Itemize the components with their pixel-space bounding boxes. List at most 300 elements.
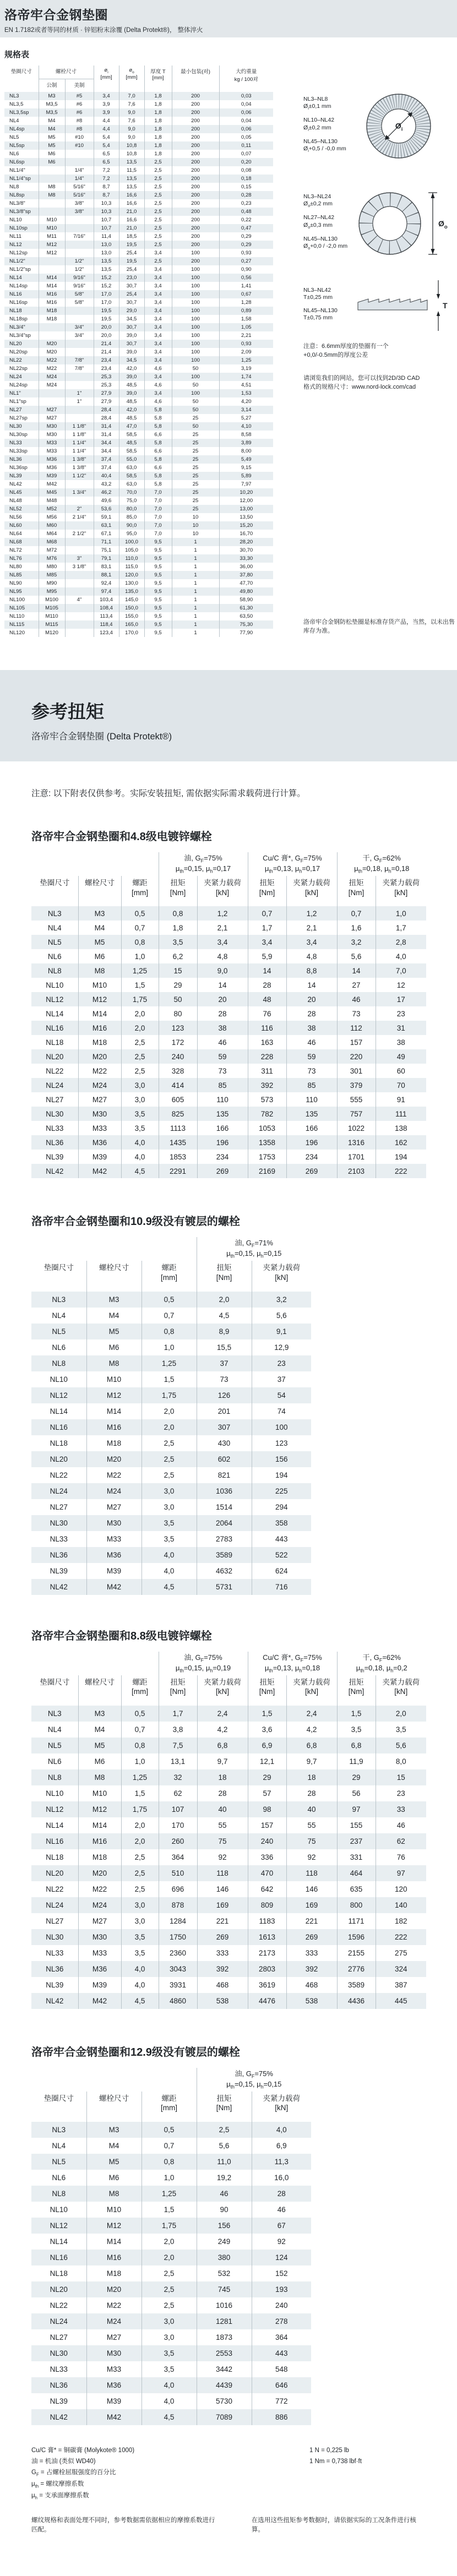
- table-cell: 110,0: [119, 554, 144, 563]
- table-row: [31, 1945, 426, 1961]
- table-cell: NL24: [50, 1486, 68, 1495]
- torque-table-12-9: [31, 2068, 311, 2425]
- table-cell: 1: [172, 587, 219, 596]
- table-cell: 269: [197, 1164, 248, 1178]
- table-cell: 379: [337, 1078, 376, 1092]
- table-cell: 782: [248, 1107, 286, 1121]
- table-cell: 5,8: [144, 406, 172, 414]
- col-header-torque: 扭矩 [Nm]: [197, 2092, 252, 2122]
- table-cell: 63,50: [219, 612, 273, 620]
- col-header-torque: 扭矩 [Nm]: [248, 1675, 286, 1706]
- col-header-torque: 扭矩 [Nm]: [197, 1261, 252, 1291]
- table-cell: 333: [197, 1945, 248, 1961]
- col-header-pitch: 螺距 [mm]: [121, 1675, 159, 1706]
- table-row: [4, 422, 273, 431]
- table-cell: 1,25: [142, 1355, 197, 1371]
- table-cell: M16: [78, 1833, 121, 1849]
- table-cell: 1: [172, 596, 219, 604]
- table-row: [31, 1078, 426, 1092]
- table-row: [4, 208, 273, 216]
- table-cell: NL10: [50, 1375, 68, 1384]
- table-cell: 1 1/8": [65, 422, 94, 431]
- table-cell: 2,0: [142, 2234, 197, 2250]
- table-cell: 2,8: [376, 935, 426, 949]
- table-cell: 25: [172, 472, 219, 480]
- table-row: [31, 1929, 426, 1945]
- table-cell: 8,7: [94, 191, 119, 199]
- table-row: [31, 2313, 311, 2329]
- table-cell: 4,6: [144, 381, 172, 389]
- table-cell: NL5: [9, 134, 19, 140]
- table-cell: M24: [39, 373, 65, 381]
- table-cell: 2 1/4": [65, 513, 94, 521]
- thickness-diagram: [303, 279, 455, 335]
- table-cell: 249: [197, 2234, 252, 2250]
- table-cell: 124: [252, 2250, 311, 2265]
- table-cell: 9,15: [219, 464, 273, 472]
- table-cell: M24: [39, 381, 65, 389]
- table-cell: 392: [286, 1961, 337, 1977]
- table-cell: NL6sp: [9, 159, 25, 165]
- table-cell: 11,9: [337, 1753, 376, 1769]
- table-cell: 3": [65, 554, 94, 563]
- table-cell: NL85: [9, 572, 22, 578]
- table-cell: 73: [197, 1064, 248, 1078]
- table-cell: 56: [337, 1785, 376, 1801]
- table-cell: 3931: [159, 1977, 197, 1993]
- table-cell: [65, 521, 94, 530]
- serrated-washer-icon: [356, 83, 444, 172]
- table-cell: 3,0: [142, 2329, 197, 2345]
- table-cell: 7,0: [144, 505, 172, 513]
- table-cell: NL18: [9, 308, 22, 314]
- table-cell: 0,7: [248, 906, 286, 921]
- table-cell: 18,5: [119, 232, 144, 241]
- table-row: [4, 439, 273, 447]
- table-cell: 0,7: [121, 1722, 159, 1738]
- table-cell: 4,0: [121, 1977, 159, 1993]
- legend-item: $\mu_h$ = 支承面摩擦系数: [31, 2492, 89, 2501]
- table-cell: 237: [337, 1833, 376, 1849]
- table-cell: 1 1/4": [65, 439, 94, 447]
- table-cell: NL3: [9, 93, 19, 99]
- table-cell: 16,6: [119, 199, 144, 208]
- table-row: [31, 1865, 426, 1881]
- thickness-tolerance-note: 注意：6.6mm厚度的垫圈有一个 +0,0/-0.5mm的厚度公差: [303, 343, 389, 358]
- table-cell: 1053: [248, 1121, 286, 1135]
- torque-table-4-8: [31, 852, 426, 1178]
- table-cell: M90: [39, 579, 65, 587]
- table-cell: 333: [286, 1945, 337, 1961]
- table-cell: 48: [248, 992, 286, 1006]
- table-row: [4, 604, 273, 612]
- table-cell: M20: [39, 348, 65, 356]
- table-cell: M18: [78, 1849, 121, 1865]
- table-row: [4, 464, 273, 472]
- table-cell: [65, 546, 94, 554]
- table-cell: NL10: [46, 1789, 64, 1798]
- table-cell: 155: [337, 1817, 376, 1833]
- table-cell: NL36: [46, 1138, 64, 1147]
- table-cell: M8: [39, 191, 65, 199]
- table-cell: 201: [197, 1403, 252, 1419]
- table-cell: 1 3/8": [65, 464, 94, 472]
- table-cell: 4,5: [121, 1993, 159, 2009]
- table-cell: M39: [78, 1977, 121, 1993]
- table-cell: M4: [39, 125, 65, 133]
- torque-table-3-title: 洛帝牢合金钢垫圈和8.8级电镀锌螺栓: [31, 1630, 212, 1642]
- table-cell: 20: [286, 992, 337, 1006]
- table-cell: 9,5: [144, 629, 172, 637]
- table-cell: 1113: [159, 1121, 197, 1135]
- table-cell: NL20: [9, 341, 22, 347]
- table-cell: 25: [172, 505, 219, 513]
- lube-group-dry: 干, $G_F=62\%$ $\mu_{th}=0,18$, $\mu_h=0,2$: [337, 1652, 426, 1675]
- table-cell: 54: [252, 1387, 311, 1403]
- table-cell: 16,6: [119, 191, 144, 199]
- table-cell: 25,3: [94, 373, 119, 381]
- table-cell: 2,5: [144, 175, 172, 183]
- table-cell: 4,0: [142, 1563, 197, 1579]
- table-cell: M4: [86, 1308, 142, 1324]
- table-cell: NL24: [50, 2317, 68, 2326]
- table-cell: NL6: [52, 1343, 66, 1352]
- table-cell: 28: [248, 978, 286, 992]
- table-cell: NL3: [52, 2126, 66, 2134]
- table-cell: 5,27: [219, 414, 273, 422]
- table-cell: 2103: [337, 1164, 376, 1178]
- table-cell: 13,5: [119, 183, 144, 191]
- table-cell: 1: [172, 612, 219, 620]
- table-cell: 38: [197, 1021, 248, 1035]
- table-cell: 100: [172, 373, 219, 381]
- table-cell: 0,67: [219, 290, 273, 298]
- table-cell: 172: [159, 1035, 197, 1049]
- table-cell: NL14: [46, 1821, 64, 1829]
- table-cell: 0,93: [219, 249, 273, 257]
- table-cell: 1,8: [144, 100, 172, 108]
- table-row: [4, 150, 273, 158]
- table-cell: NL4: [52, 1311, 66, 1320]
- table-cell: NL33: [50, 1534, 68, 1543]
- table-cell: NL39: [46, 1152, 64, 1161]
- table-cell: M27: [78, 1092, 121, 1107]
- table-cell: 0,7: [121, 921, 159, 935]
- table-cell: 7,0: [144, 530, 172, 538]
- table-cell: 6,8: [197, 1738, 248, 1753]
- table-cell: NL22: [46, 1885, 64, 1893]
- spec-table: [4, 66, 273, 637]
- table-cell: 532: [197, 2265, 252, 2281]
- table-cell: 1/2": [65, 265, 94, 274]
- table-cell: 0,8: [142, 1324, 197, 1339]
- table-cell: 116: [248, 1021, 286, 1035]
- table-cell: 28,4: [94, 414, 119, 422]
- inner-diameter-tolerances: [303, 96, 356, 159]
- table-cell: M6: [86, 2170, 142, 2186]
- table-cell: 34,4: [94, 447, 119, 455]
- table-row: [31, 1706, 426, 1722]
- table-cell: M16: [39, 298, 65, 307]
- table-row: [31, 2377, 311, 2393]
- table-cell: NL11: [9, 233, 22, 239]
- table-row: [31, 1833, 426, 1849]
- table-cell: 200: [172, 133, 219, 141]
- table-cell: M10: [39, 224, 65, 232]
- table-cell: [65, 414, 94, 422]
- table-cell: 23: [376, 1785, 426, 1801]
- table-cell: 6,8: [286, 1738, 337, 1753]
- table-cell: M12: [78, 1801, 121, 1817]
- table-cell: 200: [172, 224, 219, 232]
- table-row: [4, 381, 273, 389]
- table-cell: NL68: [9, 539, 22, 545]
- table-row: [31, 978, 426, 992]
- table-cell: M12: [86, 2218, 142, 2234]
- table-cell: 118: [286, 1865, 337, 1881]
- table-cell: NL24: [46, 1081, 64, 1090]
- table-cell: M20: [86, 2281, 142, 2297]
- table-cell: NL30: [46, 1109, 64, 1118]
- table-cell: 47,0: [119, 422, 144, 431]
- inner-diameter-diagram: [303, 83, 455, 172]
- table-cell: 80,0: [119, 505, 144, 513]
- table-cell: 6,2: [159, 949, 197, 963]
- table-cell: 2,09: [219, 348, 273, 356]
- table-cell: 0,28: [219, 191, 273, 199]
- table-cell: 63,0: [119, 480, 144, 488]
- table-cell: 200: [172, 232, 219, 241]
- table-cell: 11,4: [94, 232, 119, 241]
- lube-group-oil: 油, $G_F=71\%$ $\mu_{th}=0,15$, $\mu_h=0,15$: [197, 1237, 311, 1261]
- table-cell: 25,4: [119, 249, 144, 257]
- col-header-bolt-size: 螺栓尺寸: [86, 2092, 142, 2122]
- table-cell: 15: [376, 1769, 426, 1785]
- table-cell: M27: [86, 1499, 142, 1515]
- table-cell: 2 1/2": [65, 530, 94, 538]
- col-header-bolt-size: 螺栓尺寸: [39, 66, 94, 79]
- table-cell: 4,8: [197, 949, 248, 963]
- table-cell: M5: [78, 935, 121, 949]
- table-cell: M3: [86, 1292, 142, 1308]
- table-cell: 10,8: [119, 150, 144, 158]
- table-cell: 196: [286, 1135, 337, 1150]
- table-cell: NL27sp: [9, 415, 28, 421]
- table-cell: 2,1: [197, 921, 248, 935]
- table-cell: 4,8: [286, 949, 337, 963]
- table-cell: 1358: [248, 1135, 286, 1150]
- table-cell: 59: [197, 1049, 248, 1064]
- table-row: [31, 1292, 311, 1308]
- footer-note-right: 在选用这些扭矩参考数据时，请依据实际的工况条件进行核算。: [251, 2517, 416, 2534]
- table-cell: 886: [252, 2409, 311, 2425]
- table-cell: M20: [78, 1865, 121, 1881]
- table-cell: 120,0: [119, 571, 144, 579]
- table-cell: 3,4: [144, 348, 172, 356]
- table-cell: 12: [376, 978, 426, 992]
- table-cell: 53,6: [94, 505, 119, 513]
- table-cell: 2,0: [142, 2250, 197, 2265]
- table-cell: NL30: [50, 1518, 68, 1527]
- table-cell: 40,4: [94, 472, 119, 480]
- table-cell: 103,4: [94, 596, 119, 604]
- table-cell: 9,7: [286, 1753, 337, 1769]
- table-cell: 3619: [248, 1977, 286, 1993]
- table-cell: 9,7: [197, 1753, 248, 1769]
- table-cell: 200: [172, 183, 219, 191]
- thickness-label: T: [443, 301, 448, 310]
- table-cell: 0,7: [337, 906, 376, 921]
- table-cell: 0,22: [219, 216, 273, 224]
- table-cell: 9,5: [144, 596, 172, 604]
- table-cell: 5,8: [144, 439, 172, 447]
- table-cell: 166: [286, 1121, 337, 1135]
- table-cell: NL12sp: [9, 250, 28, 256]
- table-cell: 16,0: [252, 2170, 311, 2186]
- table-cell: M5: [86, 1324, 142, 1339]
- table-cell: 19,5: [94, 307, 119, 315]
- table-row: [31, 1092, 426, 1107]
- table-cell: 0,04: [219, 117, 273, 125]
- table-cell: 100: [172, 307, 219, 315]
- table-cell: 6,5: [94, 150, 119, 158]
- table-row: [31, 1722, 426, 1738]
- table-row: [31, 1483, 311, 1499]
- table-cell: NL16sp: [9, 299, 28, 306]
- lube-group-dry: 干, $G_F=62\%$ $\mu_{th}=0,18$, $\mu_h=0,18$: [337, 852, 426, 876]
- table-cell: NL16: [50, 1423, 68, 1431]
- table-cell: 646: [252, 2377, 311, 2393]
- table-cell: 3589: [197, 1547, 252, 1563]
- table-cell: 825: [159, 1107, 197, 1121]
- table-cell: 46: [197, 1035, 248, 1049]
- table-cell: NL10: [9, 217, 22, 223]
- table-cell: 4,20: [219, 397, 273, 406]
- table-cell: NL76: [9, 555, 22, 562]
- table-cell: 25,4: [119, 290, 144, 298]
- table-cell: 1,2: [286, 906, 337, 921]
- table-cell: 37,80: [219, 571, 273, 579]
- table-cell: M6: [78, 1753, 121, 1769]
- table-cell: M22: [39, 364, 65, 373]
- table-cell: M80: [39, 563, 65, 571]
- tolerance-value: $Ø_i\pm 0,2$ mm: [303, 124, 331, 132]
- table-cell: 1,7: [248, 921, 286, 935]
- table-cell: 1,28: [219, 298, 273, 307]
- table-cell: 46,2: [94, 488, 119, 497]
- table-cell: 4,0: [376, 949, 426, 963]
- table-cell: NL36: [9, 456, 22, 462]
- col-header-clamp-load: 夹紧力载荷 [kN]: [197, 876, 248, 906]
- table-cell: M60: [39, 521, 65, 530]
- table-row: [31, 2122, 311, 2138]
- table-cell: NL4sp: [9, 126, 25, 132]
- table-cell: M14: [86, 2234, 142, 2250]
- table-cell: 194: [376, 1150, 426, 1164]
- table-cell: 0,48: [219, 208, 273, 216]
- table-cell: 46: [252, 2202, 311, 2218]
- table-cell: M33: [78, 1121, 121, 1135]
- table-cell: 39,0: [119, 331, 144, 340]
- table-cell: 146: [197, 1881, 248, 1897]
- tolerance-range: NL45–NL130: [303, 138, 338, 145]
- table-cell: 5/8": [65, 298, 94, 307]
- table-cell: 0,03: [219, 92, 273, 100]
- table-cell: 100,0: [119, 538, 144, 546]
- table-cell: 0,05: [219, 133, 273, 141]
- table-row: [4, 563, 273, 571]
- table-cell: NL4: [9, 118, 19, 124]
- cad-note: 请浏览我们的网站，您可以找到2D/3D CAD 格式的规格尺寸：www.nord-lock.com/cad: [303, 374, 420, 390]
- table-cell: 18: [286, 1769, 337, 1785]
- table-row: [4, 340, 273, 348]
- table-cell: M4: [78, 1722, 121, 1738]
- table-cell: 32: [159, 1769, 197, 1785]
- table-row: [31, 1150, 426, 1164]
- washer-profile-icon: [356, 279, 452, 335]
- table-cell: 50: [172, 422, 219, 431]
- table-cell: [39, 175, 65, 183]
- table-cell: 0,18: [219, 175, 273, 183]
- table-cell: 8,7: [94, 183, 119, 191]
- table-row: [31, 2154, 311, 2170]
- table-row: [31, 1308, 311, 1324]
- table-cell: 2,5: [121, 1849, 159, 1865]
- table-row: [4, 274, 273, 282]
- table-cell: NL24sp: [9, 382, 28, 388]
- table-cell: 3,4: [144, 274, 172, 282]
- table-cell: 9,5: [144, 571, 172, 579]
- table-cell: 7/8": [65, 356, 94, 364]
- table-cell: 100: [172, 290, 219, 298]
- table-cell: 328: [159, 1064, 197, 1078]
- table-cell: 97,4: [94, 587, 119, 596]
- table-cell: 1,7: [376, 921, 426, 935]
- table-cell: 95,0: [119, 530, 144, 538]
- table-cell: 11,3: [252, 2154, 311, 2170]
- table-cell: 25,3: [94, 381, 119, 389]
- table-cell: NL27: [9, 407, 22, 413]
- table-row: [31, 1993, 426, 2009]
- table-cell: 113,4: [94, 612, 119, 620]
- table-cell: 8,58: [219, 431, 273, 439]
- table-cell: 1,25: [121, 963, 159, 978]
- table-cell: 0,15: [219, 183, 273, 191]
- table-cell: M115: [39, 620, 65, 629]
- table-cell: 10,7: [94, 224, 119, 232]
- table-cell: NL3,5: [9, 101, 24, 107]
- table-cell: 307: [197, 1419, 252, 1435]
- table-cell: M27: [78, 1913, 121, 1929]
- table-cell: #6: [65, 100, 94, 108]
- table-cell: 380: [197, 2250, 252, 2265]
- table-cell: 1,05: [219, 323, 273, 331]
- table-cell: 1,5: [121, 978, 159, 992]
- table-cell: 7,6: [119, 100, 144, 108]
- table-cell: 5/16": [65, 191, 94, 199]
- table-cell: NL33: [46, 1124, 64, 1132]
- table-cell: 50: [172, 397, 219, 406]
- table-cell: 97: [337, 1801, 376, 1817]
- table-cell: 2,5: [142, 1435, 197, 1451]
- table-cell: 5,6: [337, 949, 376, 963]
- table-row: [31, 1753, 426, 1769]
- table-cell: NL42: [46, 1996, 64, 2005]
- table-row: [31, 1547, 311, 1563]
- table-cell: [65, 571, 94, 579]
- table-cell: 6,5: [94, 158, 119, 166]
- table-cell: 2,5: [121, 1064, 159, 1078]
